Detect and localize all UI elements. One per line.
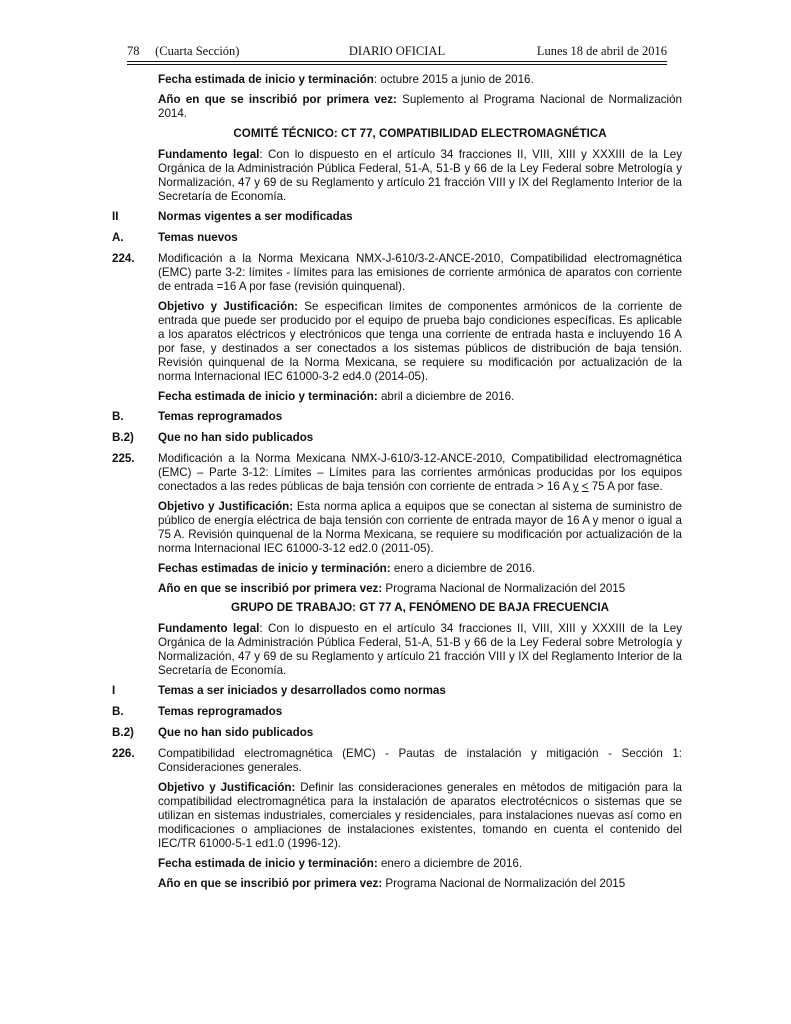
subsection-heading bbox=[112, 410, 682, 424]
page-header bbox=[127, 44, 667, 60]
subsection-heading bbox=[112, 705, 682, 719]
item-number: 226. bbox=[112, 747, 135, 760]
item-text-underlined-y: y bbox=[572, 480, 579, 493]
subsection-label: B. bbox=[112, 410, 124, 423]
fecha-value: enero a diciembre de 2016. bbox=[390, 562, 535, 575]
anio-value: Programa Nacional de Normalización del 2015 bbox=[382, 877, 626, 890]
item-text-part: Modificación a la Norma Mexicana NMX-J-610/3-12-ANCE-2010, Compatibilidad electromagnética (EMC) – Parte 3-12: Límites – Límites para las corrientes armónicas producidas por los equipos conectados a las redes públicas de baja tensión con corriente de entrada > 16 A bbox=[158, 452, 682, 493]
subsection-title: Temas reprogramados bbox=[158, 410, 283, 423]
objetivo-paragraph bbox=[158, 781, 682, 851]
item-text bbox=[158, 452, 682, 494]
fecha-label: Fecha estimada de inicio y terminación bbox=[158, 73, 374, 86]
objetivo-text: Definir las consideraciones generales en métodos de mitigación para la compatibilidad electromagnética para la instalación de aparatos electrotécnicos o sistemas que se utilizan en sistemas industriales, comerciales y residenciales, para instalaciones nuevas así como en modificaciones o ampliaciones de instalaciones existentes, tomando en cuenta el contenido del IEC/TR 61000-5-1 ed1.0 (1996-12). bbox=[158, 781, 682, 850]
list-item bbox=[112, 252, 682, 294]
header-publication-title: DIARIO OFICIAL bbox=[348, 44, 446, 58]
anio-label: Año en que se inscribió por primera vez: bbox=[158, 582, 383, 595]
fecha-paragraph bbox=[158, 73, 682, 87]
document-body bbox=[112, 73, 682, 897]
fecha-paragraph bbox=[158, 390, 682, 404]
subsection-title: Temas reprogramados bbox=[158, 705, 283, 718]
header-date: Lunes 18 de abril de 2016 bbox=[536, 44, 667, 58]
section-heading bbox=[112, 684, 682, 698]
anio-value: Programa Nacional de Normalización del 2015 bbox=[382, 582, 626, 595]
subsection-label: B. bbox=[112, 705, 124, 718]
objetivo-text: Se especifican límites de componentes armónicos de la corriente de entrada que puede ser producido por el equipo de prueba bajo condiciones específicas. Es aplicable a los aparatos eléctricos y electrónicos que tenga una corriente de entrada hasta e incluyendo 16 A por fase, y destinados a ser conectados a los sistemas públicos de distribución de baja tensión. Revisión quinquenal de la Norma Mexicana, se requiere su modificación por actualización de la norma Internacional IEC 61000-3-2 ed4.0 (2014-05). bbox=[158, 300, 682, 383]
section-title: Temas a ser iniciados y desarrollados como normas bbox=[158, 684, 446, 697]
fundamento-label: Fundamento legal bbox=[158, 148, 260, 161]
subsection-heading bbox=[112, 431, 682, 445]
fundamento-paragraph bbox=[158, 622, 682, 678]
working-group-heading: GRUPO DE TRABAJO: GT 77 A, FENÓMENO DE BAJA FRECUENCIA bbox=[231, 601, 609, 614]
subsection-label: A. bbox=[112, 231, 124, 244]
objetivo-label: Objetivo y Justificación: bbox=[158, 300, 299, 313]
subsection-title: Que no han sido publicados bbox=[158, 431, 314, 444]
subsection-title: Que no han sido publicados bbox=[158, 726, 314, 739]
list-item bbox=[112, 747, 682, 775]
anio-paragraph bbox=[158, 93, 682, 121]
fecha-value: : octubre 2015 a junio de 2016. bbox=[373, 73, 534, 86]
objetivo-label: Objetivo y Justificación: bbox=[158, 500, 294, 513]
subsection-label: B.2) bbox=[112, 726, 134, 739]
section-heading bbox=[112, 210, 682, 224]
fundamento-paragraph bbox=[158, 148, 682, 204]
objetivo-paragraph bbox=[158, 500, 682, 556]
fecha-label: Fecha estimada de inicio y terminación: bbox=[158, 857, 378, 870]
list-item bbox=[112, 452, 682, 494]
subsection-label: B.2) bbox=[112, 431, 134, 444]
anio-value: Suplemento al Programa Nacional de Normalización 2014. bbox=[158, 93, 683, 120]
fecha-paragraph bbox=[158, 857, 682, 871]
item-text-underlined-le: < bbox=[581, 480, 589, 493]
item-text-end: 75 A por fase. bbox=[588, 480, 663, 493]
fundamento-text: : Con lo dispuesto en el artículo 34 fracciones II, VIII, XIII y XXXIII de la Ley Orgánica de la Administración Pública Federal, 51-A, 51-B y 66 de la Ley Federal sobre Metrología y Normalización, 47 y 69 de su Reglamento y artículo 21 fracción VIII y IX del Reglamento Interior de la Secretaría de Economía. bbox=[158, 148, 682, 203]
fundamento-text: : Con lo dispuesto en el artículo 34 fracciones II, VIII, XIII y XXXIII de la Ley Orgánica de la Administración Pública Federal, 51-A, 51-B y 66 de la Ley Federal sobre Metrología y Normalización, 47 y 69 de su Reglamento y artículo 21 fracción VIII y IX del Reglamento Interior de la Secretaría de Economía. bbox=[158, 622, 682, 677]
objetivo-paragraph bbox=[158, 300, 682, 384]
fecha-label: Fecha estimada de inicio y terminación: bbox=[158, 390, 378, 403]
subsection-heading bbox=[112, 726, 682, 740]
anio-paragraph bbox=[158, 582, 682, 596]
header-rule-top bbox=[127, 61, 667, 62]
section-title: Normas vigentes a ser modificadas bbox=[158, 210, 353, 223]
subsection-heading bbox=[112, 231, 682, 245]
fecha-label: Fechas estimadas de inicio y terminación: bbox=[158, 562, 391, 575]
anio-label: Año en que se inscribió por primera vez: bbox=[158, 877, 383, 890]
section-label: I bbox=[112, 684, 116, 697]
item-text: Modificación a la Norma Mexicana NMX-J-610/3-2-ANCE-2010, Compatibilidad electromagnética (EMC) parte 3-2: límites - límites para las emisiones de corriente armónica de aparatos con corriente de entrada =16 A por fase (revisión quinquenal). bbox=[158, 252, 682, 293]
committee-heading: COMITÉ TÉCNICO: CT 77, COMPATIBILIDAD ELECTROMAGNÉTICA bbox=[233, 127, 607, 140]
subsection-title: Temas nuevos bbox=[158, 231, 238, 244]
objetivo-text: Esta norma aplica a equipos que se conectan al sistema de suministro de público de energía eléctrica de baja tensión con corriente de entrada mayor de 16 A y menor o igual a 75 A. Revisión quinquenal de la Norma Mexicana, se requiere su modificación por actualización de la norma Internacional IEC 61000-3-12 ed2.0 (2011-05). bbox=[158, 500, 682, 555]
fundamento-label: Fundamento legal bbox=[158, 622, 260, 635]
anio-label: Año en que se inscribió por primera vez: bbox=[158, 93, 397, 106]
item-text: Compatibilidad electromagnética (EMC) - Pautas de instalación y mitigación - Sección 1: Consideraciones generales. bbox=[158, 747, 682, 774]
header-page-section: 78 (Cuarta Sección) bbox=[127, 44, 240, 58]
header-rule-bottom bbox=[127, 64, 667, 65]
objetivo-label: Objetivo y Justificación: bbox=[158, 781, 296, 794]
fecha-value: abril a diciembre de 2016. bbox=[377, 390, 515, 403]
anio-paragraph bbox=[158, 877, 682, 891]
item-number: 224. bbox=[112, 252, 135, 265]
section-label: II bbox=[112, 210, 119, 223]
item-number: 225. bbox=[112, 452, 135, 465]
fecha-paragraph bbox=[158, 562, 682, 576]
fecha-value: enero a diciembre de 2016. bbox=[377, 857, 523, 870]
